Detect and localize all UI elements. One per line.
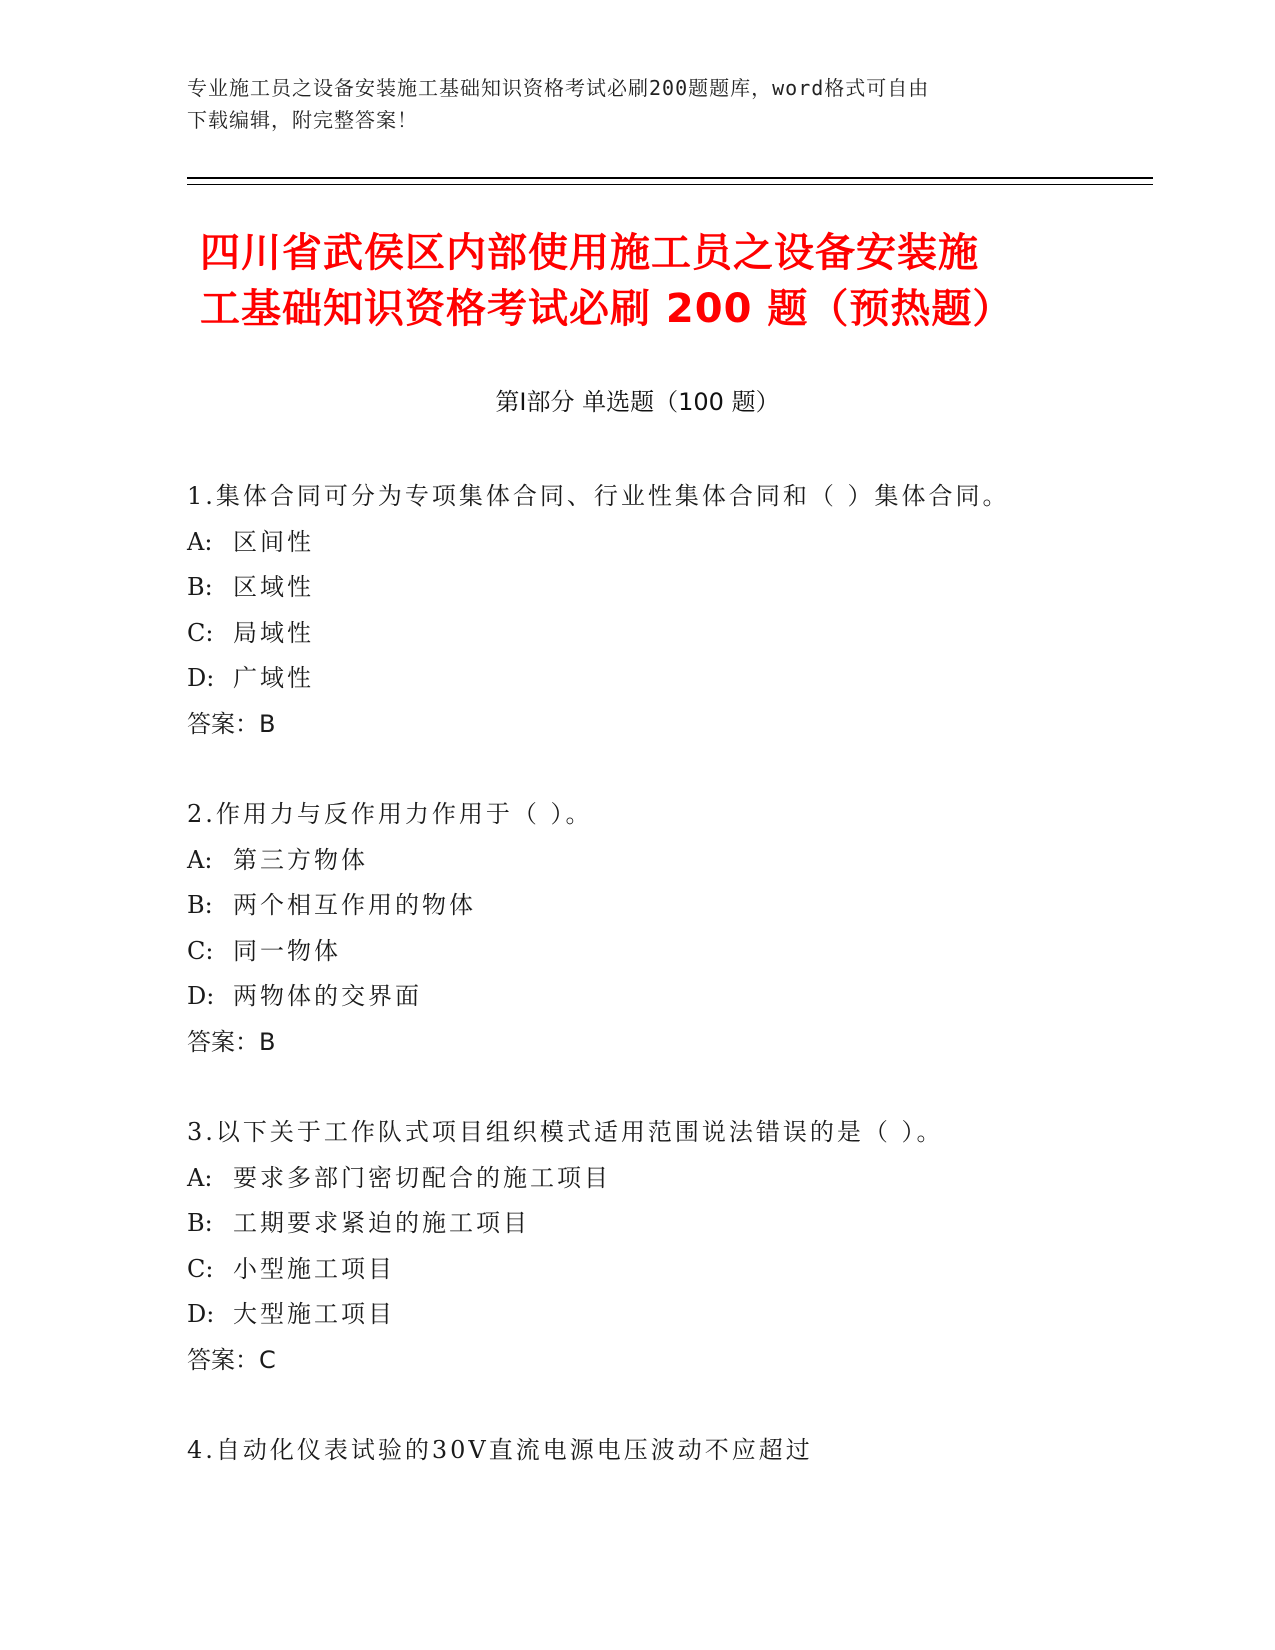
option-letter: A: xyxy=(187,1163,213,1192)
option-text: 两物体的交界面 xyxy=(233,982,422,1010)
option-text: 局域性 xyxy=(233,618,314,647)
option-c xyxy=(187,611,1127,657)
option-letter: B: xyxy=(187,573,213,601)
option-letter: A: xyxy=(187,527,213,556)
section-title: 第Ⅰ部分 单选题（100 题） xyxy=(495,388,780,416)
option-text: 要求多部门密切配合的施工项目 xyxy=(233,1163,611,1192)
option-a xyxy=(187,520,1127,566)
answer: 答案：C xyxy=(187,1345,276,1374)
question-list xyxy=(187,474,1127,1519)
option-letter: A: xyxy=(187,845,213,874)
option-c xyxy=(187,1247,1127,1293)
option-letter: C: xyxy=(187,936,214,965)
header-note-line-1: 专业施工员之设备安装施工基础知识资格考试必刷200题题库，word格式可自由 xyxy=(187,76,930,100)
question-3 xyxy=(187,1110,1127,1383)
header-divider-thick xyxy=(187,177,1153,179)
document-title-line-1: 四川省武侯区内部使用施工员之设备安装施 xyxy=(200,230,979,276)
option-d xyxy=(187,656,1127,702)
option-b xyxy=(187,565,1127,611)
answer: 答案：B xyxy=(187,709,276,738)
question-stem: 3.以下关于工作队式项目组织模式适用范围说法错误的是（ ）。 xyxy=(187,1118,944,1146)
option-letter: B: xyxy=(187,1209,213,1237)
option-letter: C: xyxy=(187,1254,214,1283)
option-letter: D: xyxy=(187,982,215,1010)
option-letter: D: xyxy=(187,664,215,692)
option-letter: C: xyxy=(187,618,214,647)
option-text: 大型施工项目 xyxy=(233,1300,395,1328)
option-a xyxy=(187,838,1127,884)
option-b xyxy=(187,883,1127,929)
option-text: 小型施工项目 xyxy=(233,1254,395,1283)
option-text: 工期要求紧迫的施工项目 xyxy=(233,1209,530,1237)
question-2 xyxy=(187,792,1127,1065)
option-text: 区域性 xyxy=(233,573,314,601)
answer: 答案：B xyxy=(187,1027,276,1056)
option-letter: B: xyxy=(187,891,213,919)
question-stem: 1.集体合同可分为专项集体合同、行业性集体合同和（ ）集体合同。 xyxy=(187,482,1010,510)
option-text: 同一物体 xyxy=(233,936,341,965)
header-divider-thin xyxy=(187,184,1153,185)
header-note xyxy=(187,72,1067,136)
option-text: 广域性 xyxy=(233,664,314,692)
option-a xyxy=(187,1156,1127,1202)
document-title xyxy=(200,225,1100,337)
question-stem: 2.作用力与反作用力作用于（ ）。 xyxy=(187,800,593,828)
document-title-line-2: 工基础知识资格考试必刷 200 题（预热题） xyxy=(200,286,1014,332)
header-note-line-2: 下载编辑，附完整答案！ xyxy=(187,108,418,132)
option-d xyxy=(187,974,1127,1020)
option-b xyxy=(187,1201,1127,1247)
question-1 xyxy=(187,474,1127,747)
question-stem: 4.自动化仪表试验的30V直流电源电压波动不应超过 xyxy=(187,1436,813,1464)
option-text: 两个相互作用的物体 xyxy=(233,891,476,919)
question-4 xyxy=(187,1428,1127,1474)
option-text: 区间性 xyxy=(233,527,314,556)
option-c xyxy=(187,929,1127,975)
option-letter: D: xyxy=(187,1300,215,1328)
option-text: 第三方物体 xyxy=(233,845,368,874)
option-d xyxy=(187,1292,1127,1338)
